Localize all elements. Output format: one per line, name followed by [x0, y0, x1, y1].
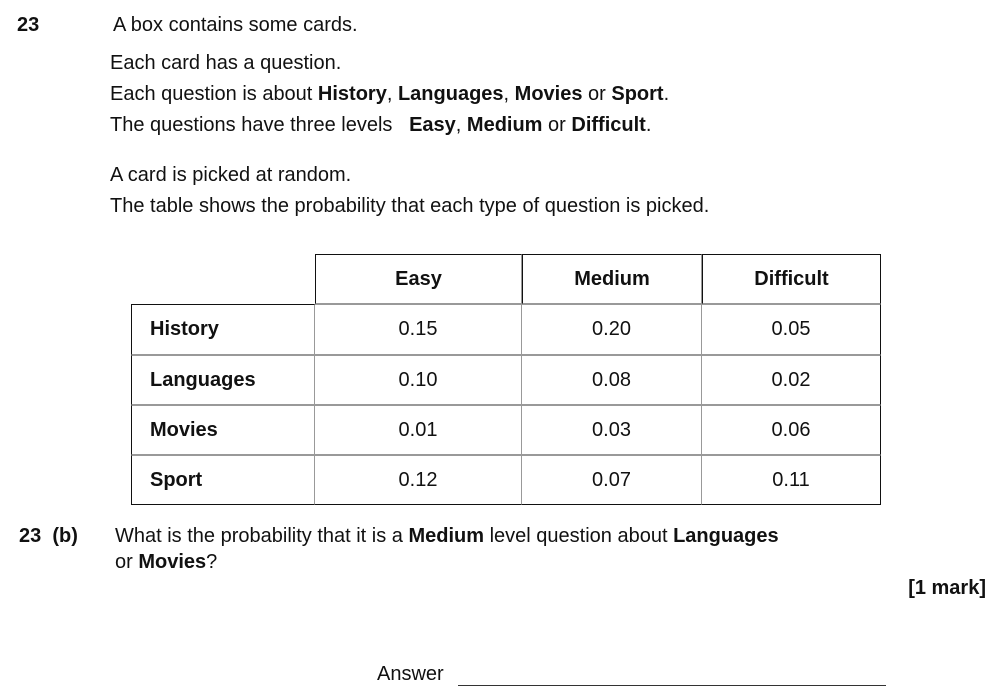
intro-line-6: The table shows the probability that each type of question is picked.: [110, 195, 710, 217]
row-header: Sport: [131, 455, 315, 505]
column-header: Difficult: [702, 254, 881, 304]
table-cell: 0.01: [315, 405, 522, 455]
table-cell: 0.12: [315, 455, 522, 505]
table-cell: 0.10: [315, 355, 522, 405]
row-header: History: [131, 304, 315, 355]
table-cell: 0.02: [702, 355, 881, 405]
intro-line-1: A box contains some cards.: [113, 14, 358, 36]
part-b-number: 23 (b): [19, 525, 78, 547]
intro-line-4: The questions have three levels Easy, Medium or Difficult.: [110, 114, 652, 136]
table-cell: 0.15: [315, 304, 522, 355]
table-cell: 0.05: [702, 304, 881, 355]
table-cell: 0.07: [522, 455, 702, 505]
row-header: Movies: [131, 405, 315, 455]
answer-label: Answer: [377, 663, 444, 685]
marks-label: [1 mark]: [908, 577, 986, 599]
column-header: Easy: [315, 254, 522, 304]
intro-line-2: Each card has a question.: [110, 52, 342, 74]
table-cell: 0.06: [702, 405, 881, 455]
intro-line-5: A card is picked at random.: [110, 164, 352, 186]
table-cell: 0.03: [522, 405, 702, 455]
part-b-question-line-1: What is the probability that it is a Medium level question about Languages: [115, 525, 779, 547]
table-cell: 0.08: [522, 355, 702, 405]
answer-input-line[interactable]: [458, 685, 886, 686]
part-b-question-line-2: or Movies?: [115, 551, 218, 573]
column-header: Medium: [522, 254, 702, 304]
table-cell: 0.20: [522, 304, 702, 355]
intro-line-3: Each question is about History, Languages, Movies or Sport.: [110, 83, 670, 105]
question-number: 23: [17, 14, 40, 36]
row-header: Languages: [131, 355, 315, 405]
table-cell: 0.11: [702, 455, 881, 505]
